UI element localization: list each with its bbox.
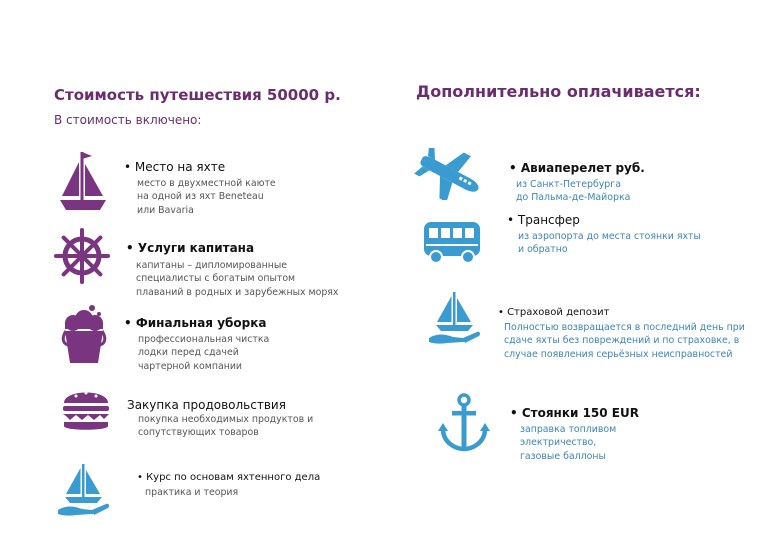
- included-desc-provisions: покупка необходимых продуктов и сопутствующих товаров: [138, 414, 314, 439]
- extra-title-deposit: • Страховой депозит: [498, 307, 610, 318]
- extra-title: Дополнительно оплачивается:: [416, 82, 701, 101]
- included-title-course: • Курс по основам яхтенного дела: [137, 472, 321, 483]
- cleaning-bucket-icon: [60, 303, 108, 365]
- included-title-provisions: Закупка продовольствия: [127, 398, 286, 412]
- extra-desc-flight: из Санкт-Петербурга до Пальма-де-Майорка: [516, 179, 631, 204]
- extra-title-moorings: • Стоянки 150 EUR: [510, 406, 639, 420]
- included-desc-course: практика и теория: [145, 487, 239, 498]
- extra-desc-transfer: из аэропорта до места стоянки яхты и обратно: [518, 231, 701, 256]
- included-title-captain: • Услуги капитана: [126, 241, 255, 255]
- extra-title-flight: • Авиаперелет руб.: [509, 161, 645, 175]
- anchor-icon: [438, 393, 490, 453]
- included-title-cleaning: • Финальная уборка: [124, 316, 267, 330]
- extra-desc-moorings: заправка топливом электричество, газовые баллоны: [520, 424, 617, 462]
- included-label: В стоимость включено:: [54, 113, 202, 127]
- included-desc-captain: капитаны – дипломированные специалисты с богатым опытом плаваний в родных и зарубежных морях: [136, 260, 339, 298]
- burger-icon: [60, 383, 112, 435]
- extra-title-transfer: • Трансфер: [507, 213, 580, 227]
- sailboat-hand-icon: [56, 460, 110, 518]
- sailboat-icon: [58, 150, 108, 212]
- bus-icon: [422, 220, 482, 266]
- ship-wheel-icon: [54, 228, 110, 284]
- extra-desc-deposit: Полностью возвращается в последний день при сдаче яхты без повреждений и по страховке, в случае появления серьёзных неисправностей: [504, 322, 745, 360]
- included-desc-cleaning: профессиональная чистка лодки перед сдачей чартерной компании: [138, 334, 270, 372]
- price-title: Стоимость путешествия 50000 р.: [54, 86, 341, 104]
- included-title-yacht: • Место на яхте: [124, 160, 226, 174]
- sailboat-hand-icon: [426, 288, 482, 346]
- airplane-icon: [414, 148, 484, 200]
- included-desc-yacht: место в двухместной каюте на одной из яхт Beneteau или Bavaria: [137, 178, 276, 216]
